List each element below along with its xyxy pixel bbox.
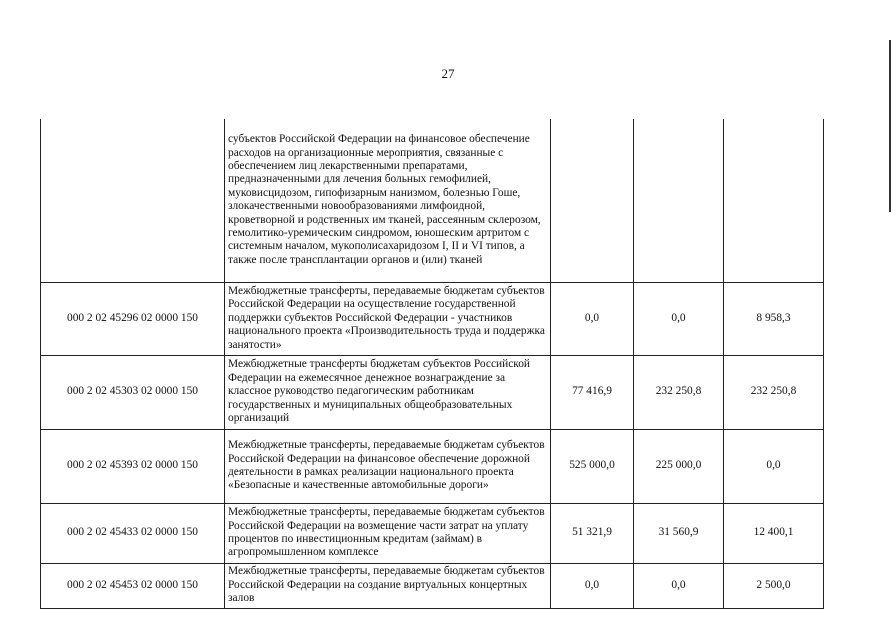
table-row	[41, 355, 824, 429]
page-number: 27	[441, 66, 455, 81]
row-value-1: 525 000,0	[551, 429, 634, 503]
table-row	[41, 429, 824, 503]
row-code: 000 2 02 45296 02 0000 150	[41, 282, 225, 355]
row-value-2: 31 560,9	[634, 503, 724, 563]
budget-table	[40, 119, 824, 609]
row-value-3: 8 958,3	[724, 282, 824, 355]
row-value-1: 0,0	[551, 282, 634, 355]
table-row	[41, 563, 824, 608]
row-value-3: 0,0	[724, 429, 824, 503]
table-row	[41, 503, 824, 563]
row-value-2: 0,0	[634, 563, 724, 608]
table-row	[41, 119, 824, 282]
table-row	[41, 282, 824, 355]
row-code: 000 2 02 45393 02 0000 150	[41, 429, 225, 503]
row-code: 000 2 02 45433 02 0000 150	[41, 503, 225, 563]
row-description: Межбюджетные трансферты, передаваемые бюджетам субъектов Российской Федерации на возмещение части затрат на уплату процентов по инвестиционным кредитам (займам) в агропромышленном комплексе	[225, 503, 551, 563]
row-value-3: 232 250,8	[724, 355, 824, 429]
row-code: 000 2 02 45453 02 0000 150	[41, 563, 225, 608]
row-value-2: 225 000,0	[634, 429, 724, 503]
row-value-1	[551, 119, 634, 282]
row-value-3	[724, 119, 824, 282]
row-code: 000 2 02 45303 02 0000 150	[41, 355, 225, 429]
row-value-1: 51 321,9	[551, 503, 634, 563]
row-value-1: 0,0	[551, 563, 634, 608]
row-value-3: 12 400,1	[724, 503, 824, 563]
row-description: Межбюджетные трансферты, передаваемые бюджетам субъектов Российской Федерации на финансовое обеспечение дорожной деятельности в рамках реализации национального проекта «Безопасные и качественные автомобильные дороги»	[225, 429, 551, 503]
row-value-2	[634, 119, 724, 282]
row-value-1: 77 416,9	[551, 355, 634, 429]
row-code	[41, 119, 225, 282]
scan-edge-mark	[889, 40, 891, 212]
row-value-2: 232 250,8	[634, 355, 724, 429]
row-value-3: 2 500,0	[724, 563, 824, 608]
row-description: Межбюджетные трансферты бюджетам субъектов Российской Федерации на ежемесячное денежное вознаграждение за классное руководство педагогическим работникам государственных и муниципальных общеобразовательных организаций	[225, 355, 551, 429]
row-description: Межбюджетные трансферты, передаваемые бюджетам субъектов Российской Федерации на создание виртуальных концертных залов	[225, 563, 551, 608]
row-description: субъектов Российской Федерации на финансовое обеспечение расходов на организационные мероприятия, связанные с обеспечением лиц лекарственными препаратами, предназначенными для лечения больных гемофилией, муковисцидозом, гипофизарным нанизмом, болезнью Гоше, злокачественными новообразованиями лимфоидной, кроветворной и родственных им тканей, рассеянным склерозом, гемолитико-уремическим синдромом, юношеским артритом с системным началом, мукополисахаридозом I, II и VI типов, а также после трансплантации органов и (или) тканей	[225, 119, 551, 282]
row-value-2: 0,0	[634, 282, 724, 355]
row-description: Межбюджетные трансферты, передаваемые бюджетам субъектов Российской Федерации на осуществление государственной поддержки субъектов Российской Федерации - участников национального проекта «Производительность труда и поддержка занятости»	[225, 282, 551, 355]
